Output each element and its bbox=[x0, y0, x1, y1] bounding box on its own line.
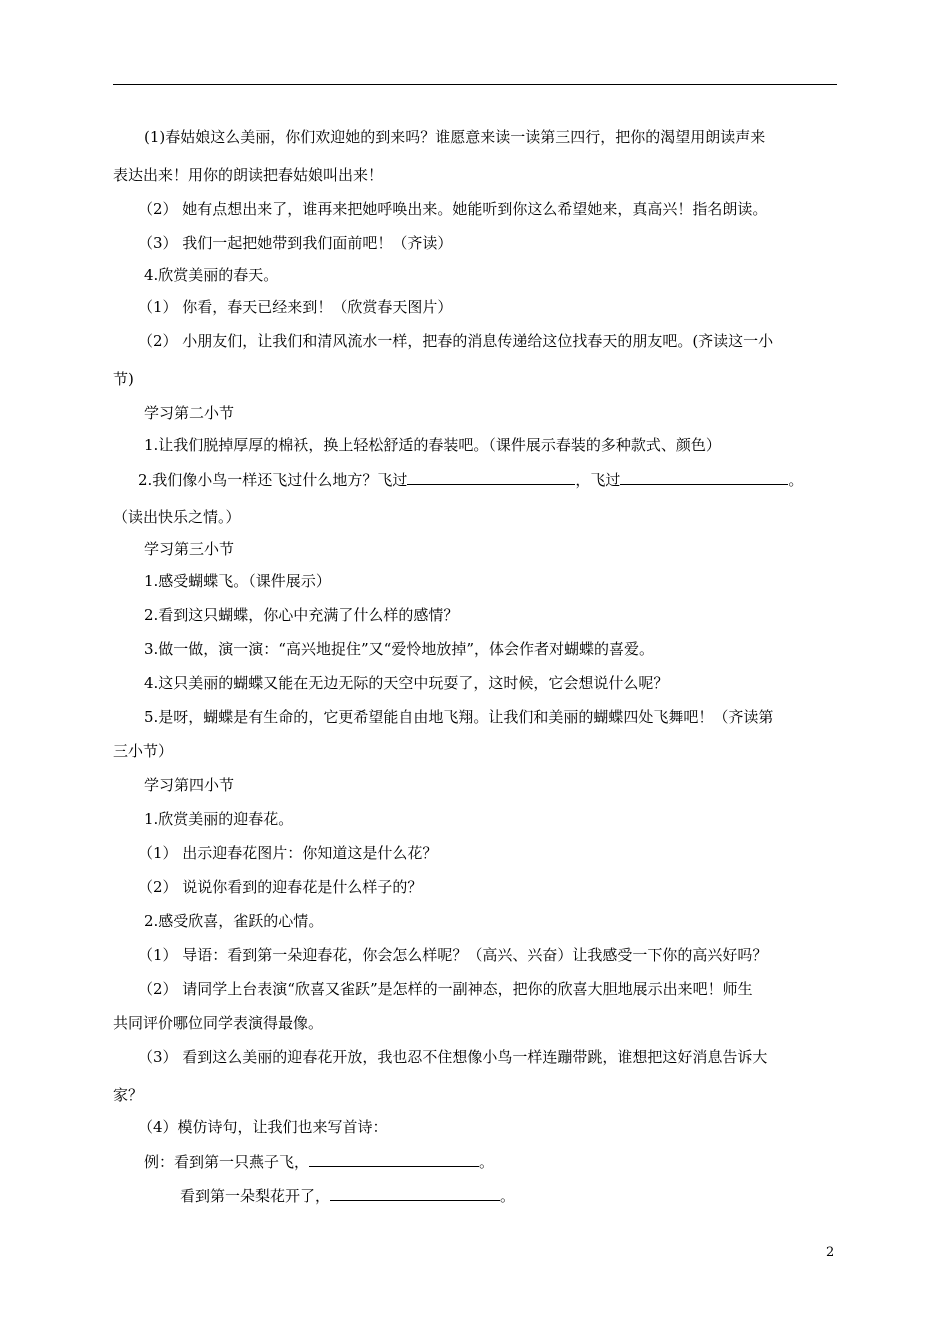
paragraph-line: 节) bbox=[113, 370, 134, 388]
paragraph-line: （读出快乐之情。） bbox=[113, 508, 241, 526]
paragraph-line: 3.做一做，演一演：“高兴地捉住”又“爱怜地放掉”，体会作者对蝴蝶的喜爱。 bbox=[144, 640, 654, 658]
example-prompt: 看到第一朵梨花开了， bbox=[180, 1187, 331, 1205]
example-prompt: 例：看到第一只燕子飞， bbox=[144, 1153, 310, 1171]
paragraph-line: （3） 看到这么美丽的迎春花开放，我也忍不住想像小鸟一样连蹦带跳，谁想把这好消息告诉大 bbox=[138, 1048, 768, 1066]
paragraph-line: （2） 她有点想出来了，谁再来把她呼唤出来。她能听到你这么希望她来，真高兴！指名朗读。 bbox=[138, 200, 768, 218]
section-heading: 学习第三小节 bbox=[144, 540, 235, 558]
paragraph-line: 5.是呀，蝴蝶是有生命的，它更希望能自由地飞翔。让我们和美丽的蝴蝶四处飞舞吧！（齐读第 bbox=[144, 708, 774, 726]
paragraph-line: （1） 你看，春天已经来到！（欣赏春天图片） bbox=[138, 298, 453, 316]
section-heading: 学习第二小节 bbox=[144, 404, 235, 422]
section-heading: 学习第四小节 bbox=[144, 776, 235, 794]
paragraph-line: 表达出来！用你的朗读把春姑娘叫出来！ bbox=[113, 166, 384, 184]
example-line bbox=[144, 1151, 494, 1172]
paragraph-line: （2） 小朋友们，让我们和清风流水一样，把春的消息传递给这位找春天的朋友吧。(齐读这一小 bbox=[138, 332, 774, 350]
paragraph-line: 家？ bbox=[113, 1086, 144, 1104]
step-heading: 2.感受欣喜，雀跃的心情。 bbox=[144, 912, 324, 930]
paragraph-line: 4.这只美丽的蝴蝶又能在无边无际的天空中玩耍了，这时候，它会想说什么呢？ bbox=[144, 674, 669, 692]
fill-in-blank bbox=[407, 469, 575, 485]
fill-in-prompt: 2.我们像小鸟一样还飞过什么地方？飞过 bbox=[138, 471, 408, 489]
paragraph-line: 共同评价哪位同学表演得最像。 bbox=[113, 1014, 324, 1032]
paragraph-line: （1） 出示迎春花图片：你知道这是什么花？ bbox=[138, 844, 438, 862]
fill-in-text: ，飞过 bbox=[575, 471, 621, 489]
paragraph-line: 2.看到这只蝴蝶，你心中充满了什么样的感情？ bbox=[144, 606, 459, 624]
fill-in-text: 。 bbox=[788, 471, 804, 489]
paragraph-line: （3） 我们一起把她带到我们面前吧！（齐读） bbox=[138, 234, 453, 252]
example-text: 。 bbox=[479, 1153, 495, 1171]
fill-in-line bbox=[138, 469, 803, 490]
fill-in-blank bbox=[620, 469, 788, 485]
paragraph-line: （4）模仿诗句，让我们也来写首诗： bbox=[138, 1118, 388, 1136]
paragraph-line: （1） 导语：看到第一朵迎春花，你会怎么样呢？（高兴、兴奋）让我感受一下你的高兴好吗？ bbox=[138, 946, 768, 964]
example-line bbox=[180, 1185, 515, 1206]
paragraph-line: 1.感受蝴蝶飞。（课件展示） bbox=[144, 572, 331, 590]
paragraph-line: (1)春姑娘这么美丽，你们欢迎她的到来吗？谁愿意来读一读第三四行，把你的渴望用朗读声来 bbox=[144, 128, 766, 146]
example-text: 。 bbox=[500, 1187, 516, 1205]
step-heading: 1.欣赏美丽的迎春花。 bbox=[144, 810, 294, 828]
paragraph-line: 1.让我们脱掉厚厚的棉袄，换上轻松舒适的春装吧。（课件展示春装的多种款式、颜色） bbox=[144, 436, 721, 454]
page-number: 2 bbox=[826, 1245, 835, 1260]
fill-in-blank bbox=[309, 1151, 479, 1167]
paragraph-line: （2） 说说你看到的迎春花是什么样子的？ bbox=[138, 878, 423, 896]
step-heading: 4.欣赏美丽的春天。 bbox=[144, 266, 279, 284]
header-rule bbox=[113, 84, 837, 85]
paragraph-line: 三小节） bbox=[113, 742, 174, 760]
paragraph-line: （2） 请同学上台表演“欣喜又雀跃”是怎样的一副神态，把你的欣喜大胆地展示出来吧！师生 bbox=[138, 980, 753, 998]
fill-in-blank bbox=[330, 1185, 500, 1201]
